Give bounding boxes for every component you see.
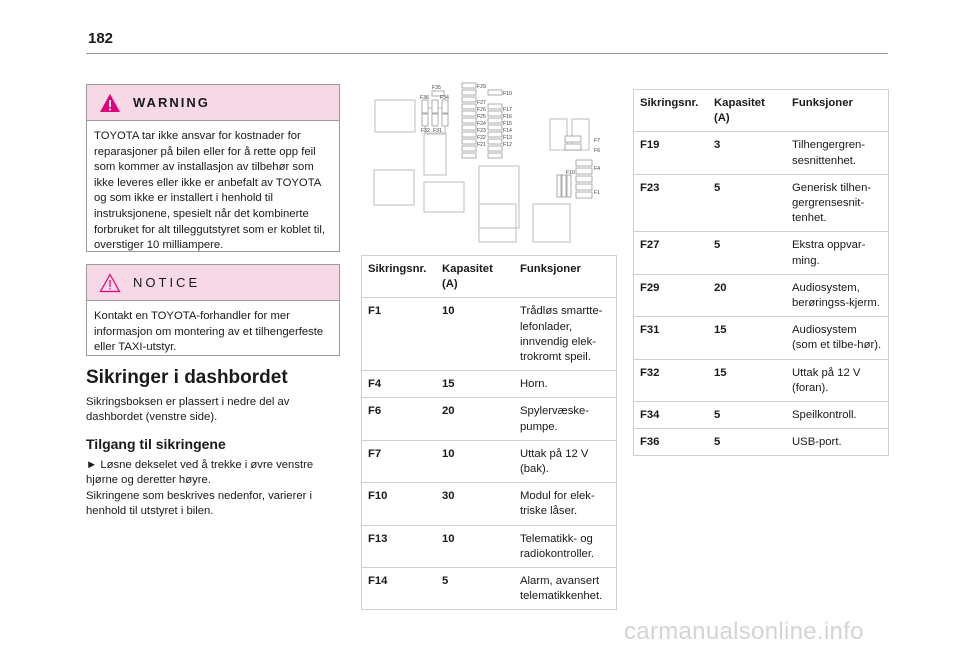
relay-block [550,119,567,150]
warning-header [87,85,339,121]
label-f10: F10 [566,170,575,176]
table-row [362,298,617,371]
fuse [462,83,476,88]
fuse [488,90,502,95]
fuse-number: F4 [362,371,437,398]
fuse-number: F23 [634,174,709,232]
fuse [462,118,476,123]
fuse [488,153,502,158]
table-row [362,371,617,398]
table-row [634,274,889,316]
label-f14: F14 [503,128,512,134]
fuse-number: F6 [362,398,437,440]
label-f22: F22 [477,135,486,141]
relay-block [424,182,464,212]
header-function: Funksjoner [514,256,617,298]
label-f15: F15 [503,121,512,127]
fuse-function: Spylervæske-pumpe. [514,398,617,440]
fuse-capacity: 5 [708,232,786,274]
fuse-number: F29 [634,274,709,316]
fuse-capacity: 15 [436,371,514,398]
fuse-capacity: 30 [436,483,514,525]
warning-icon [99,93,121,113]
header-number: Sikringsnr. [634,90,709,132]
relay-block [424,133,446,175]
label-f6: F6 [594,148,601,154]
step-text: ► Løsne dekselet ved å trekke i øvre venstre hjørne og deretter høyre. [86,459,314,487]
header-capacity: Kapasitet (A) [436,256,514,298]
table-row [634,232,889,274]
fuse-number: F36 [634,429,709,456]
relay-block [374,170,414,205]
table-row [362,398,617,440]
fuse-capacity: 20 [436,398,514,440]
label-f27: F27 [477,100,486,106]
fuse-table-right [633,89,889,456]
label-f13: F13 [503,135,512,141]
fuse [462,132,476,137]
fuse-capacity: 15 [708,317,786,359]
fuse-function: Horn. [514,371,617,398]
fuse [442,114,448,126]
header-capacity: Kapasitet (A) [708,90,786,132]
table-row [634,359,889,401]
label-f35: F35 [432,85,441,91]
table-row [362,568,617,610]
section-step-block [86,458,342,520]
label-f36: F36 [420,95,429,101]
label-f24: F24 [477,121,486,127]
table-row [634,132,889,174]
label-f29: F29 [477,84,486,90]
fuse-function: Trådløs smartte-lefonlader, innvendig elek-trokromt speil. [514,298,617,371]
relay-block [479,166,519,228]
fuse [462,153,476,158]
label-f12: F12 [503,142,512,148]
fuse [567,175,571,197]
label-f16: F16 [503,114,512,120]
label-f19: F19 [503,91,512,97]
fuse [562,175,566,197]
fuse [432,100,438,113]
notice-box [86,264,340,356]
fuse [422,114,428,126]
fuse-function: Generisk tilhen-gergrensesnit-tenhet. [786,174,889,232]
fuse-number: F31 [634,317,709,359]
label-f26: F26 [477,107,486,113]
label-f25: F25 [477,114,486,120]
notice-text: Kontakt en TOYOTA-forhandler for mer informasjon om montering av et tilhengerfeste eller TAXI-utstyr. [94,310,324,354]
fuse [557,175,561,197]
label-f31: F31 [433,128,442,134]
fuse-capacity: 10 [436,298,514,371]
table-row [634,402,889,429]
fuse [488,111,502,116]
fuse-function: Uttak på 12 V (bak). [514,440,617,482]
fuse-number: F14 [362,568,437,610]
page-number: 182 [88,30,114,47]
fuse-capacity: 3 [708,132,786,174]
fuse-table-left [361,255,617,610]
fuse [576,160,592,166]
table-header-row [362,256,617,298]
section-subheading: Tilgang til sikringene [86,436,226,452]
fuse-capacity: 5 [708,174,786,232]
fuse-function: Speilkontroll. [786,402,889,429]
fuse-number: F10 [362,483,437,525]
label-f7: F7 [594,138,601,144]
header-rule [86,53,888,54]
fuse [462,90,476,95]
table-row [634,317,889,359]
fuse [462,125,476,130]
fuse [462,111,476,116]
warning-box [86,84,340,252]
fuse [488,118,502,123]
table-row [362,483,617,525]
label-f23: F23 [477,128,486,134]
fuse-number: F7 [362,440,437,482]
section-intro: Sikringsboksen er plassert i nedre del av dashbordet (venstre side). [86,396,290,424]
table-row [362,525,617,567]
fuse-function: Ekstra oppvar-ming. [786,232,889,274]
fuse-capacity: 20 [708,274,786,316]
step-note: Sikringene som beskrives nedenfor, varierer i henhold til utstyret i bilen. [86,489,313,518]
fuse [576,192,592,198]
fuse [488,146,502,151]
fuse-number: F27 [634,232,709,274]
relay-block [533,204,570,242]
fuse-capacity: 10 [436,525,514,567]
fuse-capacity: 15 [708,359,786,401]
section-heading: Sikringer i dashbordet [86,367,288,388]
table-row [634,429,889,456]
fuse [432,114,438,126]
header-function: Funksjoner [786,90,889,132]
fuse-capacity: 5 [436,568,514,610]
relay-block [375,100,415,132]
notice-icon [99,273,121,293]
label-f4: F4 [594,166,601,172]
label-f1: F1 [594,190,601,196]
fuse [565,144,581,150]
label-f32: F32 [421,128,430,134]
fuse-number: F1 [362,298,437,371]
table-header-row [634,90,889,132]
label-f21: F21 [477,142,486,148]
fuse-capacity: 5 [708,429,786,456]
fuse [488,139,502,144]
notice-title: NOTICE [133,275,201,290]
fuse [488,104,502,109]
fuse-number: F32 [634,359,709,401]
fuse [462,146,476,151]
label-f34: F34 [440,95,449,101]
fuse [565,136,581,142]
fuse-number: F34 [634,402,709,429]
fuse-number: F13 [362,525,437,567]
fuse-function: Telematikk- og radiokontroller. [514,525,617,567]
fuse [442,100,448,113]
fuse-function: Tilhengergren-sesnittenhet. [786,132,889,174]
fuse [462,139,476,144]
fuse-function: Uttak på 12 V (foran). [786,359,889,401]
fuse [576,168,592,174]
warning-title: WARNING [133,95,210,110]
fuse-capacity: 10 [436,440,514,482]
fuse [462,104,476,109]
fuse-function: Modul for elek-triske låser. [514,483,617,525]
notice-header [87,265,339,301]
fuse-function: Audiosystem, berøringss-kjerm. [786,274,889,316]
fuse-function: Audiosystem (som et tilbe-hør). [786,317,889,359]
warning-text: TOYOTA tar ikke ansvar for kostnader for reparasjoner på bilen eller for å rette opp feil som kommer av installasjon av tilbehør som ikke leveres eller ikke er anbefalt av TOYOTA og som ikke er installert i henhold til instruksjonene, spesielt når det kombinerte forbruket for alt tilleggutstyret som er koblet til, overstiger 10 milliampere. [94,130,326,252]
header-number: Sikringsnr. [362,256,437,298]
relay-block [479,204,516,242]
fuse [488,125,502,130]
table-row [362,440,617,482]
fuse-capacity: 5 [708,402,786,429]
fuse-number: F19 [634,132,709,174]
label-f17: F17 [503,107,512,113]
fuse-function: USB-port. [786,429,889,456]
fuse-function: Alarm, avansert telematikkenhet. [514,568,617,610]
fuse [488,132,502,137]
fuse [462,97,476,102]
fuse-box-diagram [362,78,616,250]
watermark-url[interactable]: carmanualsonline.info [624,618,864,645]
fuse [576,184,592,190]
fuse [576,176,592,182]
fuse [422,100,428,113]
table-row [634,174,889,232]
